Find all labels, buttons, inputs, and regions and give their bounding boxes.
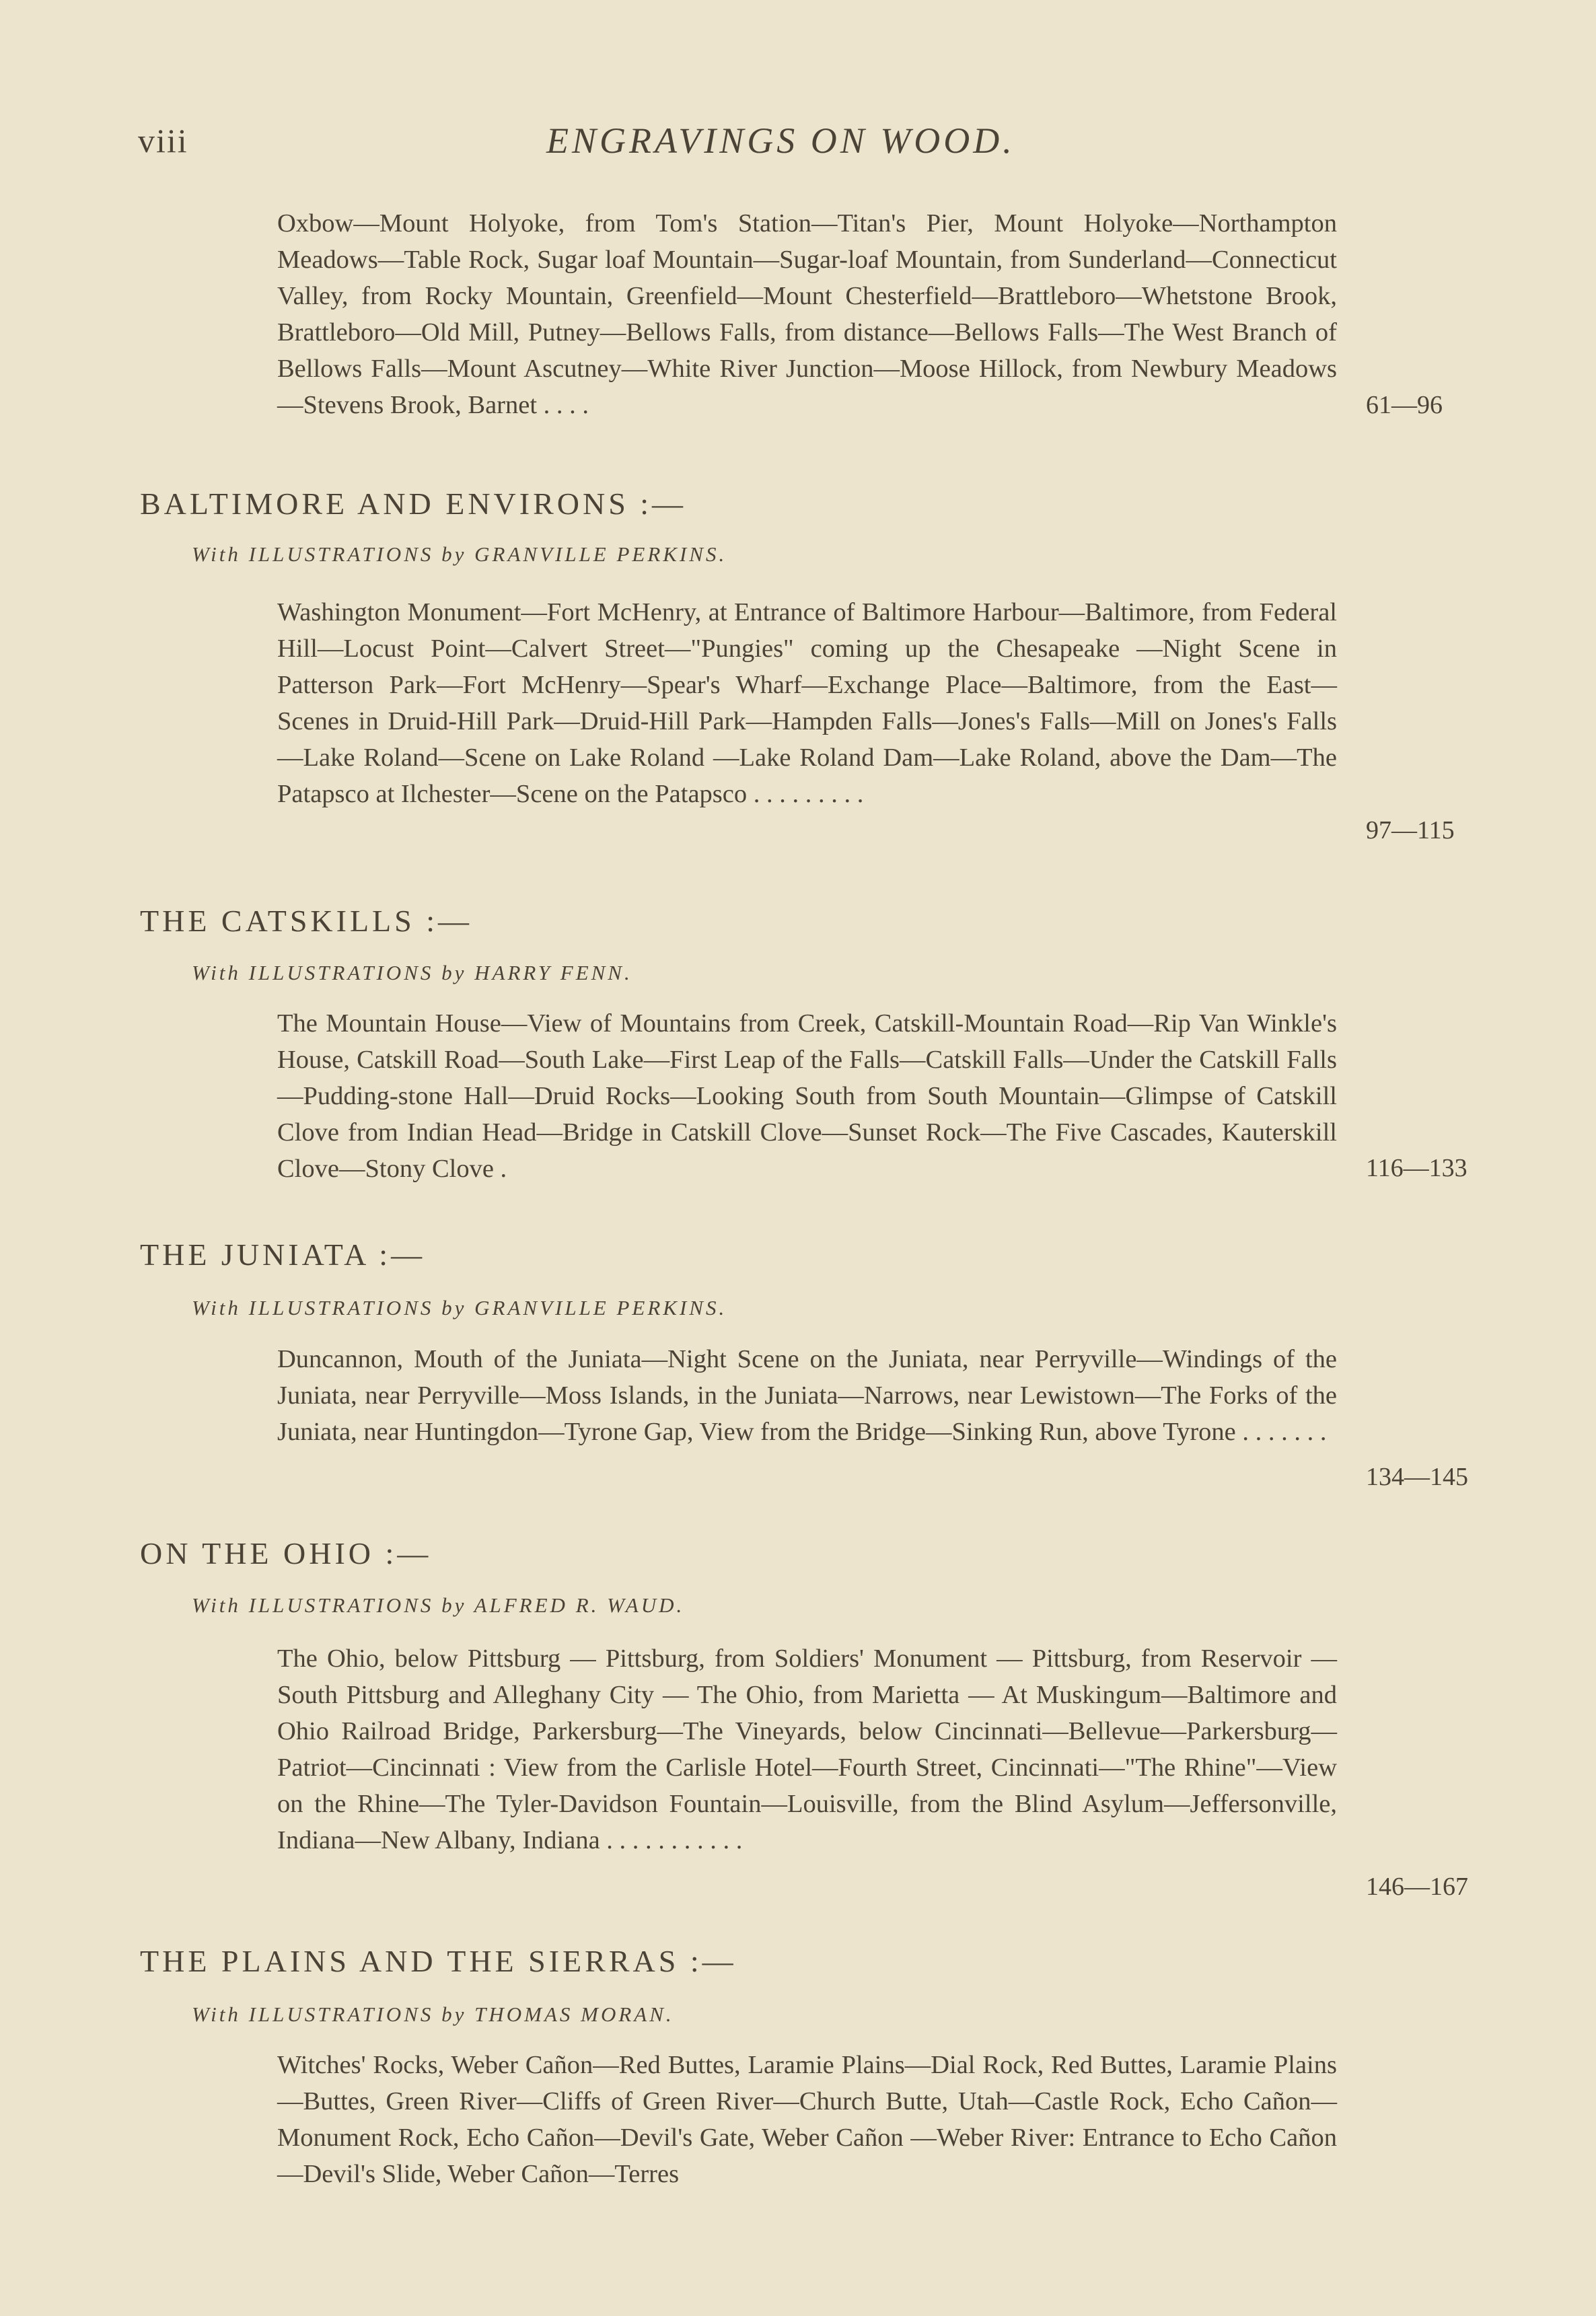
entry-pages-oxbow: 61—96: [1366, 391, 1443, 419]
section-title-juniata: THE JUNIATA :—: [140, 1237, 426, 1272]
section-text-plains: Witches' Rocks, Weber Cañon—Red Buttes, Laramie Plains—Dial Rock, Red Buttes, Laramie Plains—Buttes, Green River—Cliffs of Green River—Church Butte, Utah—Castle Rock, Echo Cañon—Monument Rock, Echo Cañon—Devil's Gate, Weber Cañon —Weber River: Entrance to Echo Cañon—Devil's Slide, Weber Cañon—Terres: [277, 2051, 1337, 2188]
illustrator-credit-juniata: With ILLUSTRATIONS by GRANVILLE PERKINS.: [192, 1296, 727, 1319]
page-number: viii: [138, 122, 188, 159]
illustrator-credit-plains: With ILLUSTRATIONS by THOMAS MORAN.: [192, 2002, 674, 2026]
section-title-ohio: ON THE OHIO :—: [140, 1536, 432, 1570]
section-title-baltimore: BALTIMORE AND ENVIRONS :—: [140, 486, 687, 521]
illustrator-credit-catskills: With ILLUSTRATIONS by HARRY FENN.: [192, 961, 632, 984]
entry-text-oxbow: Oxbow—Mount Holyoke, from Tom's Station—Titan's Pier, Mount Holyoke—Northampton Meadows—Table Rock, Sugar loaf Mountain—Sugar-loaf Mountain, from Sunderland—Connecticut Valley, from Rocky Mountain, Greenfield—Mount Chesterfield—Brattleboro—Whetstone Brook, Brattleboro—Old Mill, Putney—Bellows Falls, from distance—Bellows Falls—The West Branch of Bellows Falls—Mount Ascutney—White River Junction—Moose Hillock, from Newbury Meadows—Stevens Brook, Barnet . . . .: [277, 209, 1337, 419]
section-text-ohio: The Ohio, below Pittsburg — Pittsburg, from Soldiers' Monument — Pittsburg, from Reservoir — South Pittsburg and Alleghany City — The Ohio, from Marietta — At Muskingum—Baltimore and Ohio Railroad Bridge, Parkersburg—The Vineyards, below Cincinnati—Bellevue—Parkersburg—Patriot—Cincinnati : View from the Carlisle Hotel—Fourth Street, Cincinnati—"The Rhine"—View on the Rhine—The Tyler-Davidson Fountain—Louisville, from the Blind Asylum—Jeffersonville, Indiana—New Albany, Indiana . . . . . . . . . . .: [277, 1644, 1337, 1854]
page-title: ENGRAVINGS ON WOOD.: [546, 120, 1015, 161]
section-title-plains: THE PLAINS AND THE SIERRAS :—: [140, 1944, 737, 1978]
illustrator-credit-baltimore: With ILLUSTRATIONS by GRANVILLE PERKINS.: [192, 542, 727, 566]
section-pages-juniata: 134—145: [1366, 1463, 1468, 1491]
section-title-catskills: THE CATSKILLS :—: [140, 904, 472, 938]
section-text-juniata: Duncannon, Mouth of the Juniata—Night Scene on the Juniata, near Perryville—Windings of the Juniata, near Perryville—Moss Islands, in the Juniata—Narrows, near Lewistown—The Forks of the Juniata, near Huntingdon—Tyrone Gap, View from the Bridge—Sinking Run, above Tyrone . . . . . . .: [277, 1345, 1337, 1446]
illustrator-credit-ohio: With ILLUSTRATIONS by ALFRED R. WAUD.: [192, 1593, 685, 1617]
section-pages-baltimore: 97—115: [1366, 816, 1455, 844]
section-pages-ohio: 146—167: [1366, 1873, 1468, 1901]
section-pages-catskills: 116—133: [1366, 1154, 1467, 1182]
section-text-catskills: The Mountain House—View of Mountains from Creek, Catskill-Mountain Road—Rip Van Winkle's House, Catskill Road—South Lake—First Leap of the Falls—Catskill Falls—Under the Catskill Falls—Pudding-stone Hall—Druid Rocks—Looking South from South Mountain—Glimpse of Catskill Clove from Indian Head—Bridge in Catskill Clove—Sunset Rock—The Five Cascades, Kauterskill Clove—Stony Clove .: [277, 1009, 1337, 1183]
section-text-baltimore: Washington Monument—Fort McHenry, at Entrance of Baltimore Harbour—Baltimore, from Federal Hill—Locust Point—Calvert Street—"Pungies" coming up the Chesapeake —Night Scene in Patterson Park—Fort McHenry—Spear's Wharf—Exchange Place—Baltimore, from the East—Scenes in Druid-Hill Park—Druid-Hill Park—Hampden Falls—Jones's Falls—Mill on Jones's Falls—Lake Roland—Scene on Lake Roland —Lake Roland Dam—Lake Roland, above the Dam—The Patapsco at Ilchester—Scene on the Patapsco . . . . . . . . .: [277, 598, 1337, 808]
